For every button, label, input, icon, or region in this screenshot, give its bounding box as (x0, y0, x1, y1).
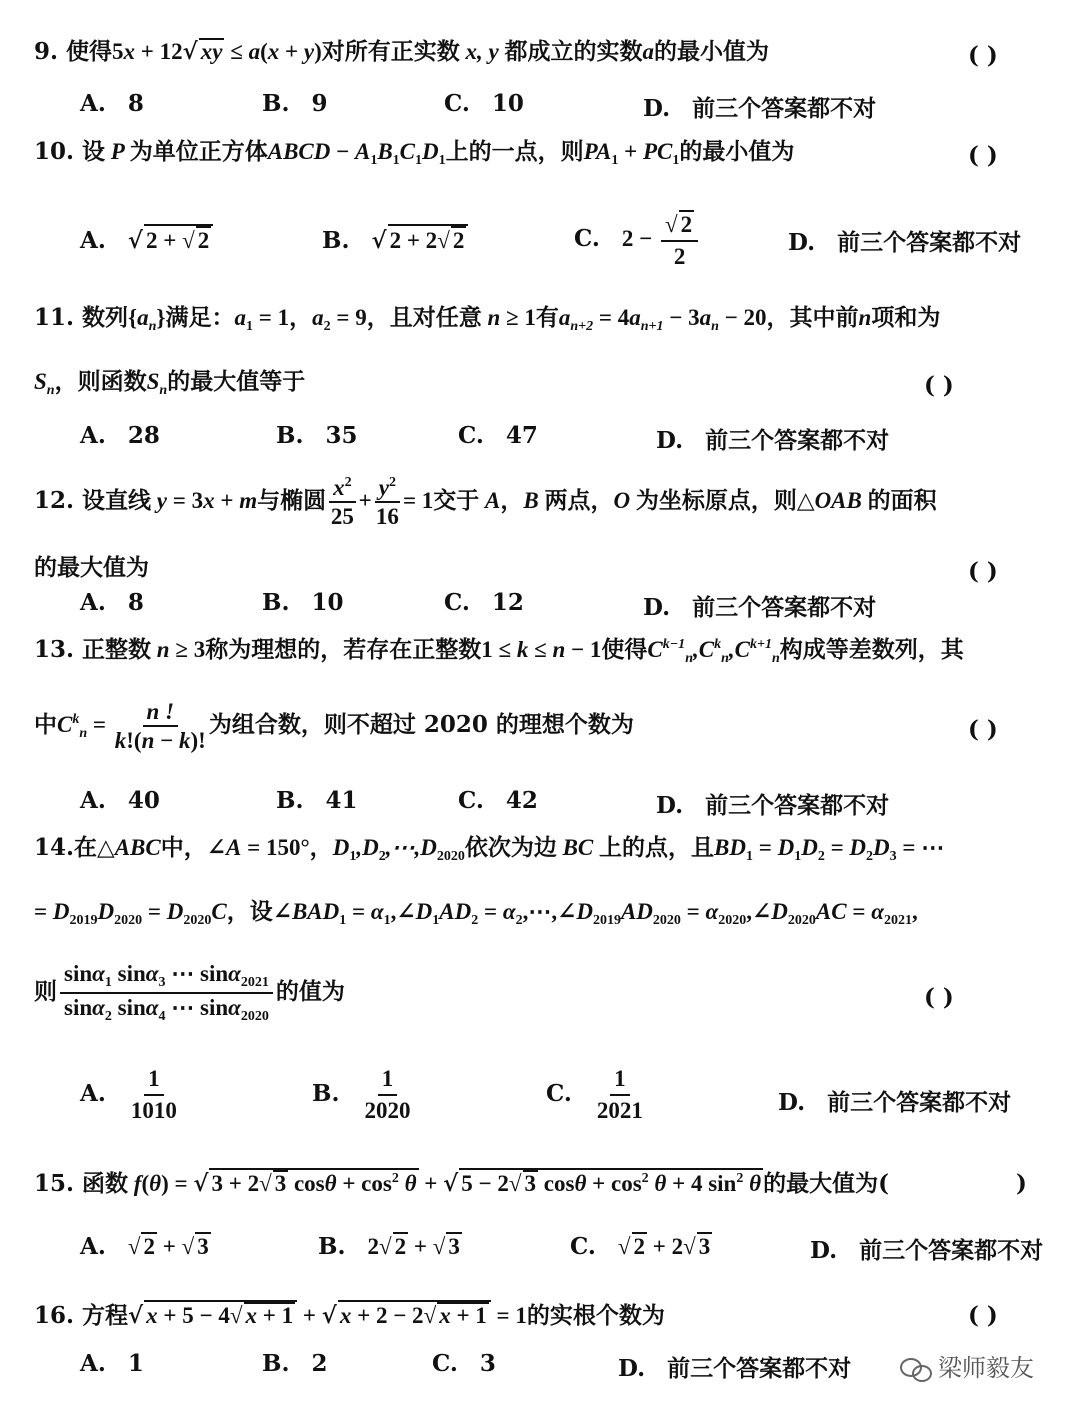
q10-option-d[interactable]: D. 前三个答案都不对 (788, 229, 1022, 256)
q16-option-d[interactable]: D. 前三个答案都不对 (618, 1355, 852, 1382)
q13-stem-line1: 13. 正整数 n ≥ 3称为理想的，若存在正整数1 ≤ k ≤ n − 1使得$C^{k-1}_n,C^k_n,C^{k+1}_n$构成等差数列，其 (34, 636, 964, 666)
q16-option-b[interactable]: B. 2 (262, 1350, 328, 1377)
q14-stem-line1: 14.在△ABC中，∠A = 150°，$D_1,D_2,\cdots,D_{2020}$依次为边 BC 上的点，且$BD_1 = D_1D_2 = D_2D_3$ = ⋯ (34, 834, 945, 864)
q11-option-b[interactable]: B. 35 (276, 422, 358, 449)
q16-stem: 16. 方程√ x + 5 − 4√ x + 1 + √ x + 2 − 2√ x + 1 = 1的实根个数为 (34, 1302, 665, 1329)
q14-option-b[interactable]: B. $\frac{1}{2020}$ (312, 1066, 411, 1123)
q11-number: 11. (34, 304, 75, 331)
q11-options (0, 422, 1080, 482)
q10-option-b[interactable]: B. √ 2 + 2√ 2 (322, 224, 468, 254)
q16-option-a[interactable]: A. 1 (80, 1350, 144, 1377)
q13-stem-line2: 中$C^k_n$ = $\frac{n !}{k!(n - k)!}$ 为组合数，则不超过 2020 的理想个数为 (34, 699, 634, 753)
q15-option-a[interactable]: A. √ 2 + √ 3 (80, 1233, 209, 1260)
q9-number: 9. (34, 38, 59, 65)
q11-option-d[interactable]: D. 前三个答案都不对 (656, 427, 890, 454)
q15-number: 15. (34, 1170, 75, 1197)
q14-options (0, 1066, 1080, 1126)
q13-option-c[interactable]: C. 42 (458, 787, 538, 814)
q12-option-b[interactable]: B. 10 (262, 589, 344, 616)
q11-option-c[interactable]: C. 47 (458, 422, 538, 449)
q14-option-a[interactable]: A. $\frac{1}{1010}$ (80, 1066, 177, 1123)
q14-stem-line3: 则 $\frac{\sin\alpha_1 \sin\alpha_3 \cdots \sin\alpha_{2021}}{\sin\alpha_2 \sin\alpha_4 \cdots \sin\alpha_{2020}}$ 的值为 (34, 961, 345, 1024)
q14-stem-line2: = $D_{2019}D_{2020} = D_{2020}C$，设$\angle BAD_1$ = $\alpha_1,\angle D_1AD_2$ = $\alpha_2,\cdots,\angle D_{2019}AD_{2020}$ = $\alpha_{2020},\angle D_{2020}AC = \alpha_{2021}$, (34, 898, 918, 928)
q10-answer-paren: ( ) (968, 142, 998, 169)
q16-number: 16. (34, 1302, 75, 1329)
q15-stem: 15. 函数 f(θ) = √ 3 + 2√ 3 $\cos\theta + \cos^2 \theta$ + √ 5 − 2√ 3 $\cos\theta + \cos^2 \theta + 4$ $\sin^2 \theta$的最大值为( (34, 1170, 889, 1197)
q11-stem-line1: 11. 数列$\{a_n\}$满足：$a_1 = 1$，$a_2 = 9$，且对任意 n ≥ 1有$a_{n+2} = 4a_{n+1} - 3a_n - 20$，其中前n项和为 (34, 304, 941, 334)
q12-stem-line1: 12. 设直线 y = 3x + m与椭圆 $\frac{x^2}{25}$ + $\frac{y^2}{16}$ = 1交于 A，B 两点，O 为坐标原点，则△OAB 的面积 (34, 475, 937, 529)
q12-stem-line2: 的最大值为 (34, 554, 149, 581)
q12-option-c[interactable]: C. 12 (444, 589, 524, 616)
q9-answer-paren: ( ) (968, 42, 998, 69)
q9-stem: 9. 使得5x + 12√ xy ≤ a(x + y)对所有正实数 x, y 都成立的实数a的最小值为 (34, 38, 769, 65)
q13-option-b[interactable]: B. 41 (276, 787, 358, 814)
q14-number: 14. (34, 834, 75, 861)
q16-answer-paren: ( ) (968, 1302, 998, 1329)
q16-option-c[interactable]: C. 3 (432, 1350, 496, 1377)
q12-number: 12. (34, 487, 75, 514)
q15-option-b[interactable]: B. 2√ 2 + √ 3 (318, 1233, 460, 1260)
q13-option-d[interactable]: D. 前三个答案都不对 (656, 792, 890, 819)
q10-options (0, 210, 1080, 270)
q9-option-d[interactable]: D. 前三个答案都不对 (643, 95, 877, 122)
q12-option-d[interactable]: D. 前三个答案都不对 (643, 594, 877, 621)
q10-option-a[interactable]: A. √ 2 + √ 2 (80, 224, 213, 254)
q11-stem-line2: $S_n$，则函数$S_n$的最大值等于 (34, 368, 306, 398)
q12-option-a[interactable]: A. 8 (80, 589, 144, 616)
q11-answer-paren: ( ) (924, 372, 954, 399)
q15-option-d[interactable]: D. 前三个答案都不对 (810, 1237, 1044, 1264)
q15-answer-paren: ) (1016, 1170, 1027, 1197)
watermark (900, 1348, 1034, 1383)
q15-option-c[interactable]: C. √ 2 + 2√ 3 (570, 1233, 711, 1260)
q15-options (0, 1232, 1080, 1292)
q14-answer-paren: ( ) (924, 984, 954, 1011)
q13-option-a[interactable]: A. 40 (80, 787, 160, 814)
q10-option-c[interactable]: C. 2 − $\frac{√ 2}{2}$ (574, 210, 701, 270)
q9-option-c[interactable]: C. 10 (444, 90, 524, 117)
wechat-icon (900, 1356, 934, 1382)
q11-option-a[interactable]: A. 28 (80, 422, 160, 449)
q10-stem: 10. 设 P 为单位正方体ABCD − $A_1B_1C_1D_1$上的一点，则$PA_1 + PC_1$的最小值为 (34, 138, 795, 168)
q13-answer-paren: ( ) (968, 716, 998, 743)
q9-option-b[interactable]: B. 9 (262, 90, 328, 117)
q14-option-c[interactable]: C. $\frac{1}{2021}$ (546, 1066, 643, 1123)
q9-option-a[interactable]: A. 8 (80, 90, 144, 117)
q12-answer-paren: ( ) (968, 558, 998, 585)
q14-option-d[interactable]: D. 前三个答案都不对 (778, 1089, 1012, 1116)
q10-number: 10. (34, 138, 75, 165)
q13-number: 13. (34, 636, 75, 663)
watermark-text: 梁师毅友 (938, 1354, 1034, 1382)
